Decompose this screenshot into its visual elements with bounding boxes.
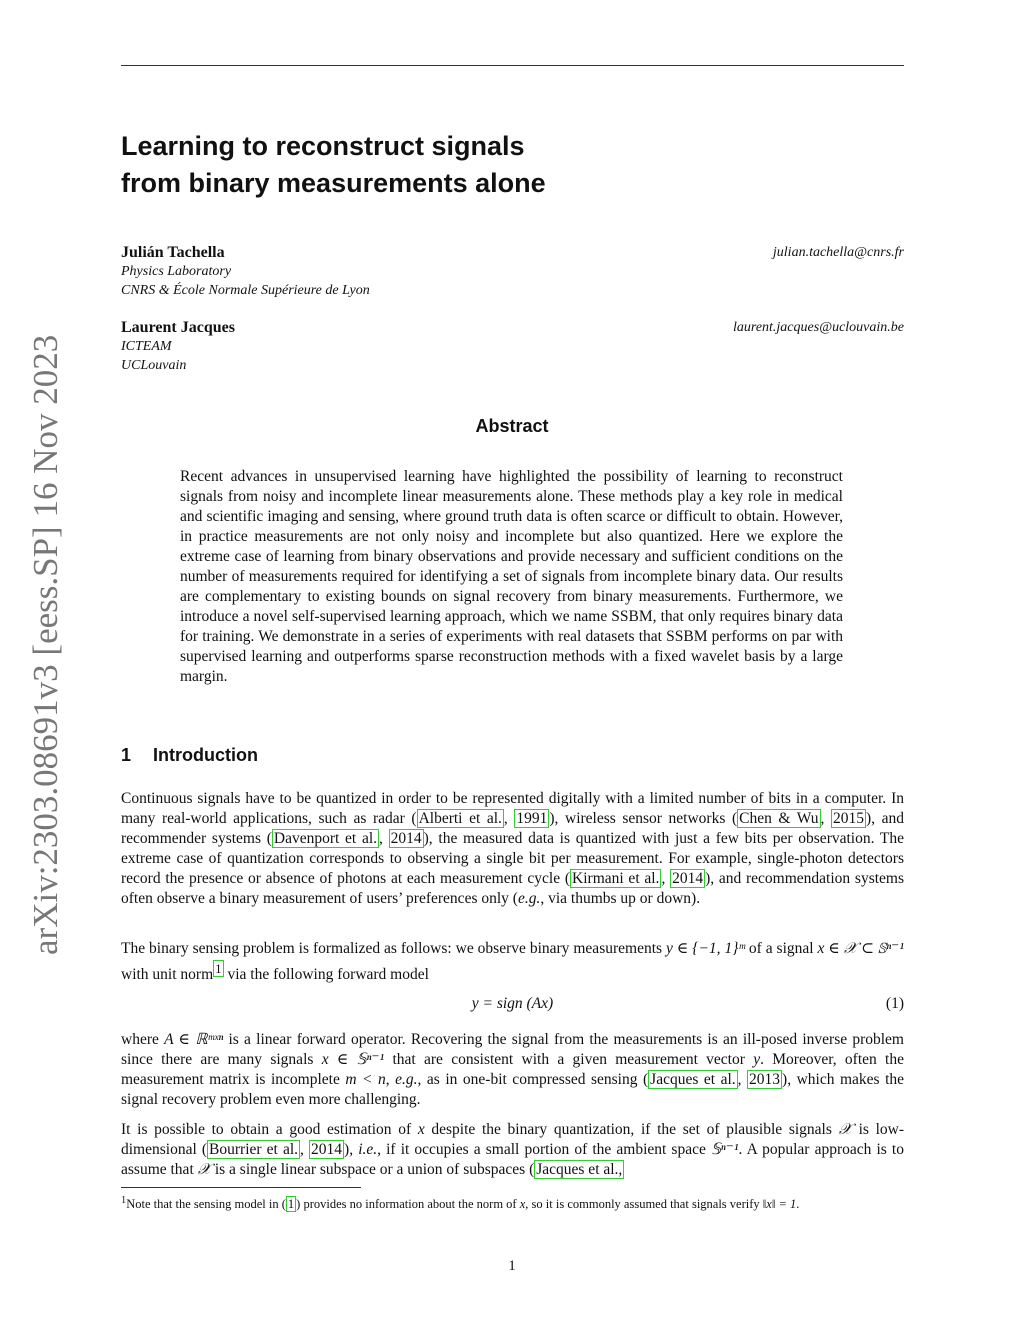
citation-link[interactable]: 2014 <box>672 870 704 887</box>
footnote-rule <box>121 1187 361 1188</box>
abstract-text: Recent advances in unsupervised learning have highlighted the possibility of learning to reconstruct signals from noisy and incomplete linear measurements alone. These methods play a key role in medical and scientific imaging and sensing, where ground truth data is often scarce or difficult to obtain. However, in practice measurements are not only noisy and incomplete but also quantized. Here we explore the extreme case of learning from binary observations and provide necessary and sufficient conditions on the number of measurements required for identifying a set of signals from incomplete binary data. Our results are complementary to existing bounds on signal recovery from binary measurements. Furthermore, we introduce a novel self-supervised learning approach, which we name SSBM, that only requires binary data for training. We demonstrate in a series of experiments with real datasets that SSBM performs on par with supervised learning and outperforms sparse reconstruction methods with a fixed wavelet basis by a large margin. <box>180 468 843 685</box>
citation-link[interactable]: Chen & Wu <box>739 810 819 827</box>
intro-paragraph-3: where A ∈ ℝᵐˣⁿ is a linear forward operator. Recovering the signal from the measurements is an ill-posed inverse problem since there are many signals x ∈ 𝕊ⁿ⁻¹ that are consistent with a given measurement vector y. Moreover, often the measurement matrix is incomplete m < n, e.g., as in one-bit compressed sensing ( Jacques et al. , 2013 ), which makes the signal recovery problem even more challenging. <box>121 1031 905 1108</box>
footnote-link[interactable]: 1 <box>215 961 222 976</box>
math-inline: x ∈ 𝕊ⁿ⁻¹ <box>321 1051 385 1068</box>
author-email[interactable]: laurent.jacques@uclouvain.be <box>733 320 904 335</box>
citation-link[interactable]: Alberti et al. <box>418 810 502 827</box>
intro-paragraph-1: Continuous signals have to be quantized in order to be represented digitally with a limited number of bits in a computer. In many real-world applications, such as radar ( Alberti et al. , 1991 ), wireless sensor networks ( Chen & Wu , 2015 ), and recommender systems ( Davenport et al. , 2014 ), the measured data is quantized with just a few bits per observation. The extreme case of quantization corresponds to observing a single bit per measurement. For example, single-photon detectors record the presence or absence of photons at each measurement cycle ( Kirmani et al. , 2014 ), and recommendation systems often observe a binary measurement of users’ preferences only (e.g., via thumbs up or down). <box>121 790 905 907</box>
math-inline: y <box>753 1051 761 1068</box>
math-inline: A ∈ ℝᵐˣⁿ <box>164 1031 224 1048</box>
equation-1 <box>121 994 904 1014</box>
citation-link[interactable]: Jacques et al., <box>536 1161 623 1178</box>
math-inline: y ∈ {−1, 1}ᵐ <box>666 940 745 957</box>
math-inline: 𝕊ⁿ⁻¹ <box>710 1141 739 1158</box>
section-title: Introduction <box>153 745 258 765</box>
top-rule <box>121 65 904 66</box>
title-line-2: from binary measurements alone <box>121 168 546 198</box>
author-name: Julián Tachella <box>121 244 225 261</box>
math-inline: x <box>417 1121 425 1138</box>
author-block-2 <box>121 318 904 375</box>
page-number: 1 <box>508 1258 516 1274</box>
math-inline: 𝒳 <box>197 1161 211 1178</box>
footnote-mark: 1 <box>121 1195 127 1206</box>
citation-link[interactable]: 2014 <box>390 830 422 847</box>
citation-link[interactable]: 2014 <box>311 1141 343 1158</box>
abstract-heading: Abstract <box>475 416 549 436</box>
equation-ref-link[interactable]: 1 <box>287 1197 295 1212</box>
author-block-1 <box>121 243 904 300</box>
citation-link[interactable]: 2013 <box>749 1071 781 1088</box>
author-name: Laurent Jacques <box>121 319 235 336</box>
intro-paragraph-4: It is possible to obtain a good estimation of x despite the binary quantization, if the set of plausible signals 𝒳 is low-dimensional ( Bourrier et al. , 2014 ), i.e., if it occupies a small portion of the ambient space 𝕊ⁿ⁻¹. A popular approach is to assume that 𝒳 is a single linear subspace or a union of subspaces ( Jacques et al., <box>121 1121 904 1178</box>
author-affiliation: Physics Laboratory <box>121 264 232 279</box>
title-line-1: Learning to reconstruct signals <box>121 131 525 161</box>
intro-paragraph-2: The binary sensing problem is formalized as follows: we observe binary measurements y ∈ {−1, 1}ᵐ of a signal x ∈ 𝒳 ⊂ 𝕊ⁿ⁻¹ with unit norm $^1$ via the following forward model <box>121 940 904 984</box>
math-inline: 𝒳 <box>838 1121 852 1138</box>
paper-title <box>121 128 546 202</box>
equation-body: y = sign (Ax) <box>471 995 554 1012</box>
citation-link[interactable]: Kirmani et al. <box>572 870 660 887</box>
equation-number: (1) <box>885 995 904 1012</box>
author-email[interactable]: julian.tachella@cnrs.fr <box>772 245 904 260</box>
citation-link[interactable]: Davenport et al. <box>273 830 378 847</box>
author-affiliation: ICTEAM <box>121 339 172 354</box>
arxiv-stamp: arXiv:2303.08691v3 [eess.SP] 16 Nov 2023 <box>26 334 65 955</box>
section-heading <box>121 745 258 766</box>
math-inline: x ∈ 𝒳 ⊂ 𝕊ⁿ⁻¹ <box>817 940 904 957</box>
author-affiliation: UCLouvain <box>121 358 187 373</box>
citation-link[interactable]: Jacques et al. <box>650 1071 736 1088</box>
citation-link[interactable]: Bourrier et al. <box>209 1141 299 1158</box>
section-number: 1 <box>121 745 132 765</box>
author-affiliation: CNRS & École Normale Supérieure de Lyon <box>121 283 370 298</box>
footnote: $^1$Note that the sensing model in ( 1 ) provides no information about the norm of x, so it is commonly assumed that signals verify ‖x‖ = 1. <box>121 1195 800 1212</box>
citation-link[interactable]: 1991 <box>516 810 548 827</box>
math-inline: m < n <box>345 1071 386 1088</box>
citation-link[interactable]: 2015 <box>833 810 865 827</box>
